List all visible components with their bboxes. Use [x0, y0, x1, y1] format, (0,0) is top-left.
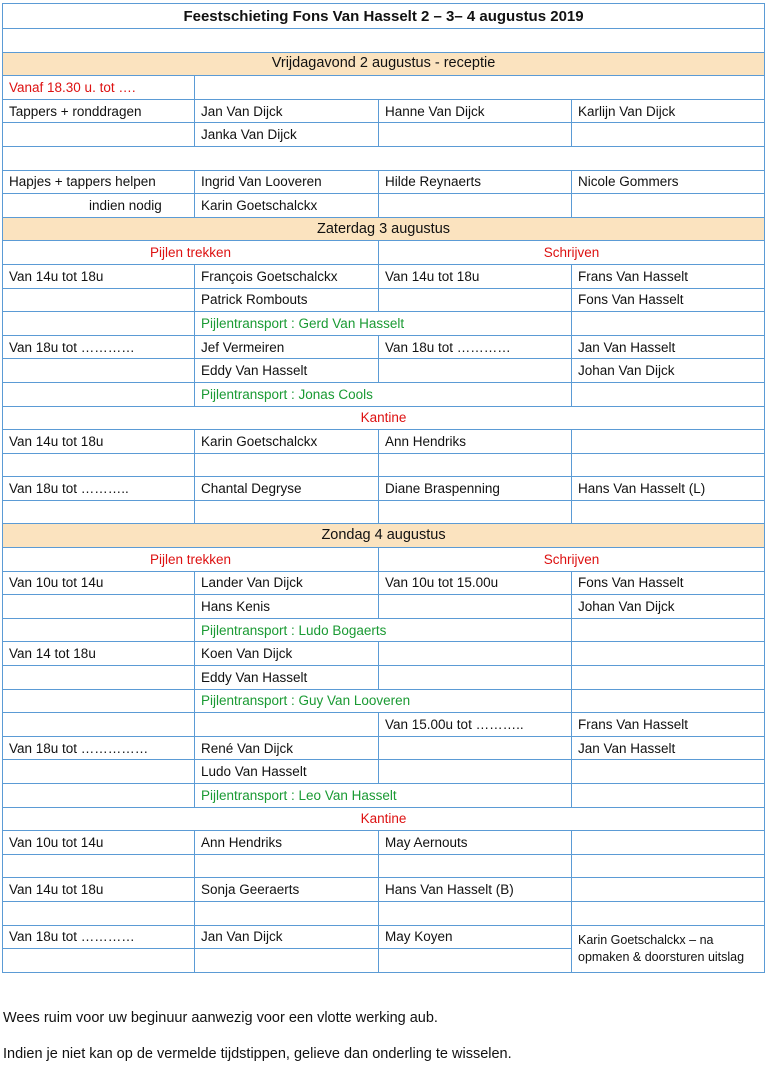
person: Karin Goetschalckx	[195, 430, 379, 454]
person: Diane Braspenning	[379, 477, 572, 501]
tapper-name: Janka Van Dijck	[195, 123, 379, 147]
pijlentransport: Pijlentransport : Gerd Van Hasselt	[195, 312, 572, 336]
saturday-heading: Zaterdag 3 augustus	[3, 217, 765, 241]
col-pijlen-trekken: Pijlen trekken	[3, 548, 379, 572]
document-title: Feestschieting Fons Van Hasselt 2 – 3– 4 augustus 2019	[3, 4, 765, 29]
note-line: Wees ruim voor uw beginuur aanwezig voor een vlotte werking aub.	[3, 1010, 438, 1026]
time-slot: Van 10u tot 14u	[3, 831, 195, 855]
hapjes-name: Karin Goetschalckx	[195, 194, 379, 218]
person: Hans Van Hasselt (B)	[379, 878, 572, 902]
col-schrijven: Schrijven	[379, 241, 765, 265]
friday-heading: Vrijdagavond 2 augustus - receptie	[3, 52, 765, 76]
time-slot: Van 14u tot 18u	[379, 264, 572, 288]
person-note: Karin Goetschalckx – na opmaken & doorsturen uitslag	[572, 925, 765, 972]
pijlentransport: Pijlentransport : Leo Van Hasselt	[195, 784, 572, 808]
person: Eddy Van Hasselt	[195, 666, 379, 690]
kantine-heading: Kantine	[3, 406, 765, 430]
person: René Van Dijck	[195, 736, 379, 760]
time-slot: Van 10u tot 15.00u	[379, 571, 572, 595]
tapper-name: Karlijn Van Dijck	[572, 99, 765, 123]
person: Frans Van Hasselt	[572, 264, 765, 288]
hapjes-name: Ingrid Van Looveren	[195, 170, 379, 194]
person: Ann Hendriks	[379, 430, 572, 454]
col-pijlen-trekken: Pijlen trekken	[3, 241, 379, 265]
person: Jan Van Hasselt	[572, 736, 765, 760]
time-slot: Van 18u tot …………	[379, 335, 572, 359]
time-slot: Van 10u tot 14u	[3, 571, 195, 595]
person: Ann Hendriks	[195, 831, 379, 855]
person: Ludo Van Hasselt	[195, 760, 379, 784]
person: May Aernouts	[379, 831, 572, 855]
person: Fons Van Hasselt	[572, 288, 765, 312]
person: Eddy Van Hasselt	[195, 359, 379, 383]
note-line: Indien je niet kan op de vermelde tijdstippen, gelieve dan onderling te wisselen.	[3, 1046, 512, 1062]
person: Fons Van Hasselt	[572, 571, 765, 595]
pijlentransport: Pijlentransport : Jonas Cools	[195, 382, 572, 406]
person: Johan Van Dijck	[572, 595, 765, 619]
person: Jef Vermeiren	[195, 335, 379, 359]
time-slot: Van 18u tot …………	[3, 335, 195, 359]
schedule-table	[2, 3, 765, 973]
pijlentransport: Pijlentransport : Guy Van Looveren	[195, 689, 572, 713]
person: Frans Van Hasselt	[572, 713, 765, 737]
hapjes-name: Nicole Gommers	[572, 170, 765, 194]
time-slot: Van 18u tot ……………	[3, 736, 195, 760]
person: Patrick Rombouts	[195, 288, 379, 312]
time-slot: Van 18u tot ………..	[3, 477, 195, 501]
tappers-label: Tappers + ronddragen	[3, 99, 195, 123]
friday-start-time: Vanaf 18.30 u. tot ….	[3, 76, 195, 100]
time-slot: Van 18u tot …………	[3, 925, 195, 949]
person: Hans Kenis	[195, 595, 379, 619]
person: Jan Van Dijck	[195, 925, 379, 949]
person: François Goetschalckx	[195, 264, 379, 288]
tapper-name: Hanne Van Dijck	[379, 99, 572, 123]
footer-notes	[3, 1010, 512, 1082]
person: Sonja Geeraerts	[195, 878, 379, 902]
person: Koen Van Dijck	[195, 642, 379, 666]
pijlentransport: Pijlentransport : Ludo Bogaerts	[195, 618, 572, 642]
person: Chantal Degryse	[195, 477, 379, 501]
col-schrijven: Schrijven	[379, 548, 765, 572]
time-slot: Van 14u tot 18u	[3, 430, 195, 454]
time-slot: Van 14u tot 18u	[3, 264, 195, 288]
kantine-heading: Kantine	[3, 807, 765, 831]
time-slot: Van 14u tot 18u	[3, 878, 195, 902]
time-slot: Van 15.00u tot ………..	[379, 713, 572, 737]
sunday-heading: Zondag 4 augustus	[3, 524, 765, 548]
time-slot: Van 14 tot 18u	[3, 642, 195, 666]
person: May Koyen	[379, 925, 572, 949]
hapjes-label-note: indien nodig	[3, 194, 195, 218]
person: Johan Van Dijck	[572, 359, 765, 383]
hapjes-name: Hilde Reynaerts	[379, 170, 572, 194]
tapper-name: Jan Van Dijck	[195, 99, 379, 123]
person: Lander Van Dijck	[195, 571, 379, 595]
person: Hans Van Hasselt (L)	[572, 477, 765, 501]
person: Jan Van Hasselt	[572, 335, 765, 359]
hapjes-label: Hapjes + tappers helpen	[3, 170, 195, 194]
